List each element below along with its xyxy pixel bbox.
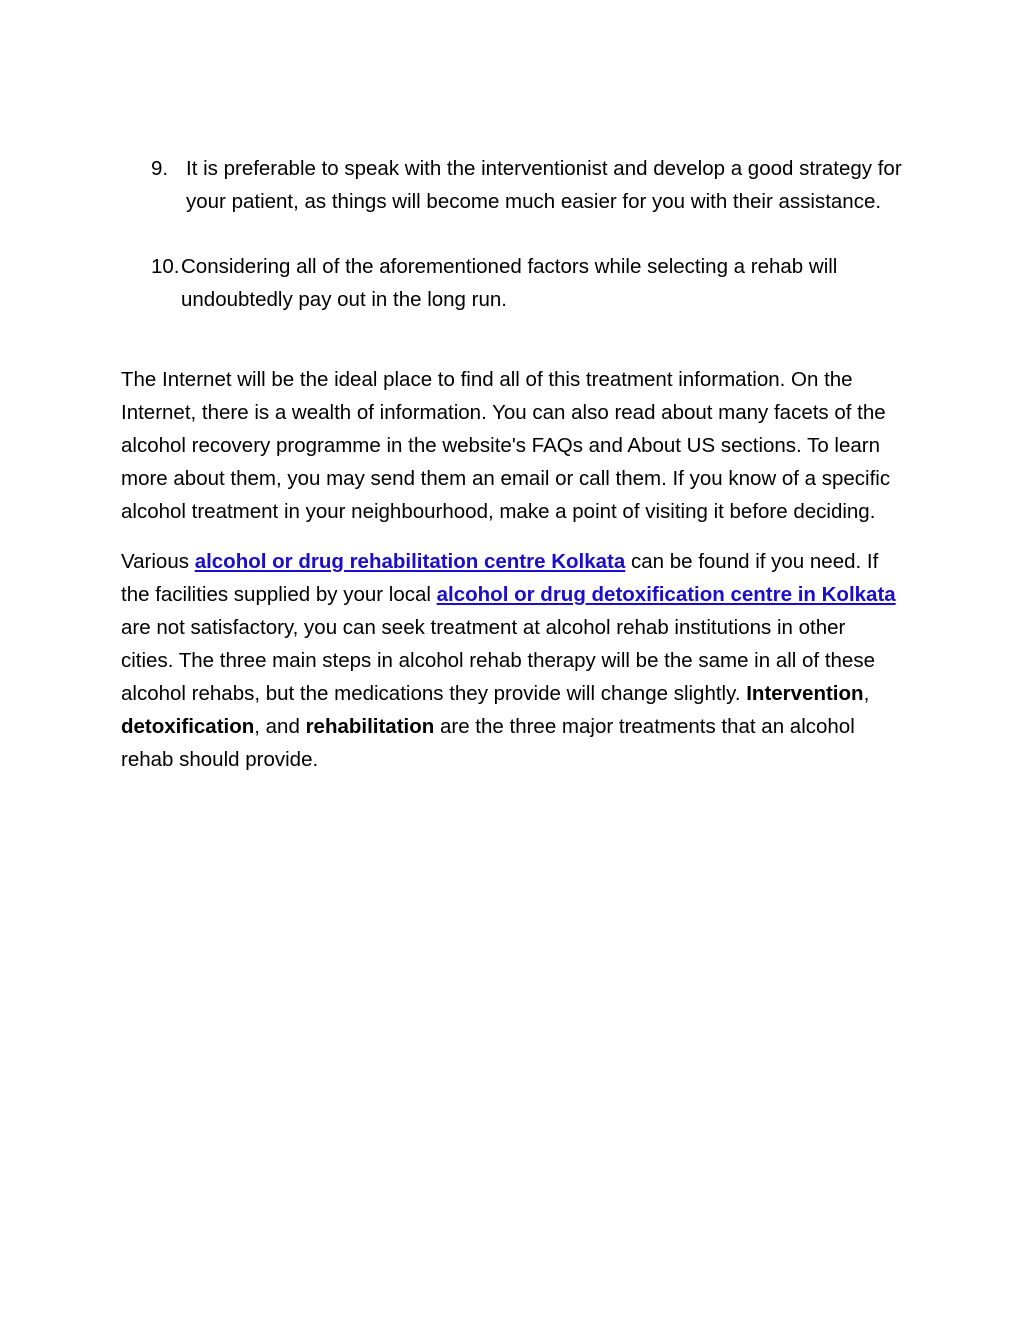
- rehabilitation-centre-link[interactable]: alcohol or drug rehabilitation centre Kolkata: [194, 550, 626, 573]
- document-body: [121, 152, 901, 776]
- paragraph-text: can be found if you need. If the facilities supplied by your local: [121, 550, 879, 606]
- detoxification-centre-link[interactable]: alcohol or drug detoxification centre in Kolkata: [436, 583, 896, 606]
- paragraph-text: are not satisfactory, you can seek treatment at alcohol rehab institutions in other cities. The three main steps in alcohol rehab therapy will be the same in all of these alcohol rehabs, but the medications they provide will change slightly.: [121, 616, 875, 705]
- list-item-text: Considering all of the aforementioned factors while selecting a rehab will undoubtedly pay out in the long run.: [181, 255, 838, 311]
- bold-term-detoxification: detoxification: [121, 715, 255, 738]
- list-item: [121, 152, 901, 218]
- bold-term-intervention: Intervention: [746, 682, 864, 705]
- list-item-text: It is preferable to speak with the interventionist and develop a good strategy for your patient, as things will become much easier for you with their assistance.: [186, 157, 902, 213]
- list-item: [121, 250, 901, 316]
- paragraph-text: are the three major treatments that an alcohol rehab should provide.: [121, 715, 855, 771]
- list-marker: 9.: [151, 157, 169, 180]
- paragraph-internet-info: The Internet will be the ideal place to find all of this treatment information. On the Internet, there is a wealth of information. You can also read about many facets of the alcohol recovery programme in the website's FAQs and About US sections. To learn more about them, you may send them an email or call them. If you know of a specific alcohol treatment in your neighbourhood, make a point of visiting it before deciding.: [121, 368, 891, 523]
- bold-term-rehabilitation: rehabilitation: [305, 715, 435, 738]
- paragraph-text: ,: [863, 682, 870, 705]
- numbered-list: [121, 152, 901, 316]
- paragraph-rehab-centres: [121, 545, 901, 776]
- list-marker: 10.: [151, 255, 180, 278]
- paragraph-text: , and: [254, 715, 306, 738]
- paragraph-text: Various: [121, 550, 195, 573]
